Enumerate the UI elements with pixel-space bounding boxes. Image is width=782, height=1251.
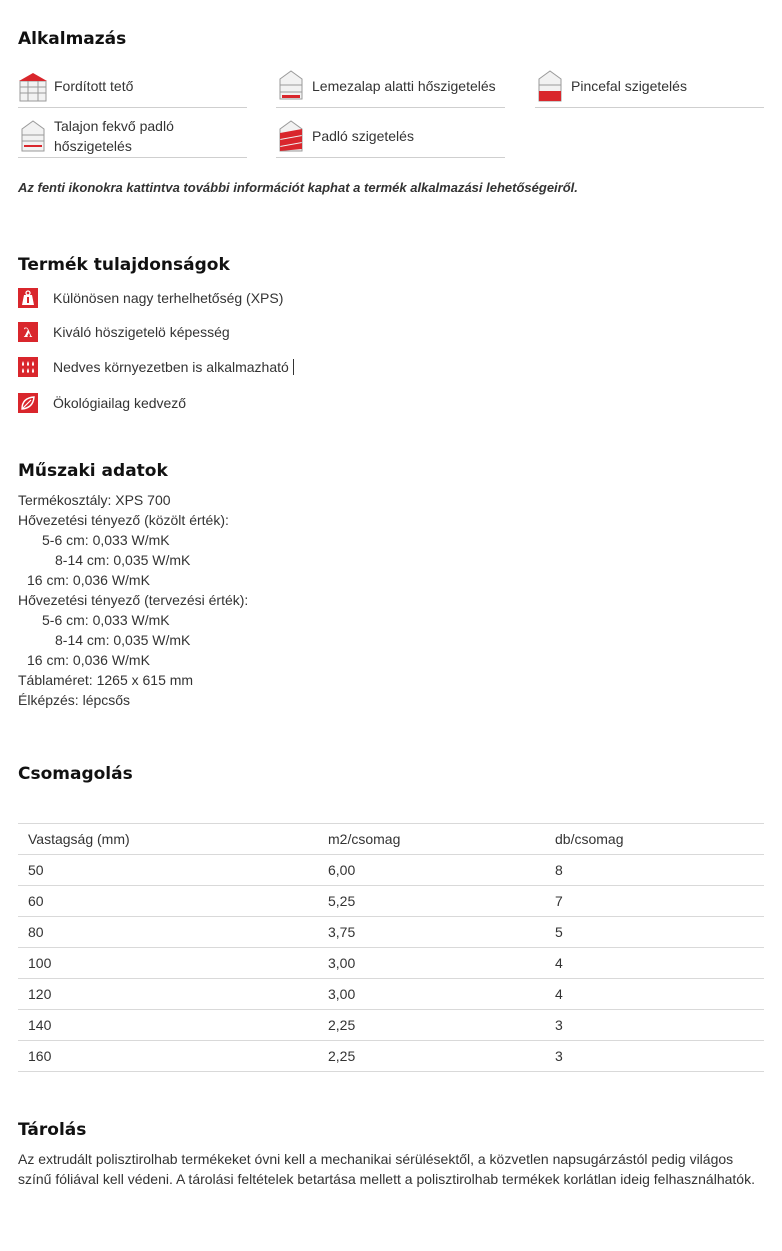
table-row (18, 979, 764, 1010)
application-label: Fordított tető (54, 77, 134, 94)
property-text: Kiváló höszigetelö képesség (53, 324, 230, 340)
application-inverted-roof[interactable] (18, 64, 247, 108)
table-row (18, 1010, 764, 1041)
table-cell: 5,25 (318, 886, 545, 917)
column-header: m2/csomag (318, 824, 545, 855)
properties-heading: Termék tulajdonságok (18, 255, 230, 275)
table-cell: 3 (545, 1041, 764, 1072)
table-row (18, 948, 764, 979)
conductivity-declared-label: Hővezetési tényező (közölt érték): (18, 512, 229, 528)
application-floor-insulation[interactable] (276, 114, 505, 158)
packaging-table (18, 823, 764, 1072)
packaging-heading: Csomagolás (18, 764, 133, 784)
declared-value: 8-14 cm: 0,035 W/mK (55, 552, 191, 568)
table-cell: 6,00 (318, 855, 545, 886)
table-cell: 80 (18, 917, 318, 948)
load-weight-icon (18, 288, 38, 308)
table-cell: 160 (18, 1041, 318, 1072)
application-label: Padló szigetelés (312, 127, 414, 144)
slab-foundation-icon (276, 67, 306, 105)
table-cell: 4 (545, 948, 764, 979)
lambda-icon (18, 322, 38, 342)
table-row (18, 917, 764, 948)
property-text: Különösen nagy terhelhetőség (XPS) (53, 290, 284, 306)
table-cell: 3,00 (318, 948, 545, 979)
table-cell: 2,25 (318, 1041, 545, 1072)
application-heading: Alkalmazás (18, 29, 127, 49)
table-cell: 2,25 (318, 1010, 545, 1041)
table-cell: 140 (18, 1010, 318, 1041)
basement-wall-icon (535, 67, 565, 105)
column-header: Vastagság (mm) (18, 824, 318, 855)
inverted-roof-icon (18, 67, 48, 105)
table-cell: 5 (545, 917, 764, 948)
leaf-icon (18, 393, 38, 413)
declared-value: 16 cm: 0,036 W/mK (27, 572, 150, 588)
application-ground-floor[interactable] (18, 114, 247, 158)
table-cell: 3,75 (318, 917, 545, 948)
technical-data (18, 490, 248, 710)
svg-text:λ: λ (23, 326, 33, 341)
design-value: 5-6 cm: 0,033 W/mK (42, 612, 170, 628)
table-cell: 8 (545, 855, 764, 886)
table-row (18, 1041, 764, 1072)
product-class: Termékosztály: XPS 700 (18, 492, 171, 508)
table-cell: 60 (18, 886, 318, 917)
property-item (18, 286, 283, 310)
table-cell: 7 (545, 886, 764, 917)
application-label: Lemezalap alatti hőszigetelés (312, 77, 496, 94)
application-label: Pincefal szigetelés (571, 77, 687, 94)
design-value: 16 cm: 0,036 W/mK (27, 652, 150, 668)
table-cell: 4 (545, 979, 764, 1010)
application-slab-foundation[interactable] (276, 64, 505, 108)
property-item (18, 320, 230, 344)
edge-profile: Élképzés: lépcsős (18, 692, 131, 708)
table-cell: 3 (545, 1010, 764, 1041)
application-label: Talajon fekvő padló hőszigetelés (54, 117, 174, 154)
table-cell: 50 (18, 855, 318, 886)
table-row (18, 855, 764, 886)
application-note: Az fenti ikonokra kattintva további információt kaphat a termék alkalmazási lehetőségeiről. (18, 180, 578, 195)
text-cursor (293, 359, 294, 375)
ground-floor-icon (18, 117, 48, 155)
board-size: Táblaméret: 1265 x 615 mm (18, 672, 194, 688)
table-cell: 100 (18, 948, 318, 979)
property-item (18, 391, 186, 415)
table-row (18, 886, 764, 917)
application-basement-wall[interactable] (535, 64, 764, 108)
table-cell: 3,00 (318, 979, 545, 1010)
property-text: Nedves környezetben is alkalmazható (53, 359, 289, 375)
column-header: db/csomag (545, 824, 764, 855)
declared-value: 5-6 cm: 0,033 W/mK (42, 532, 170, 548)
technical-heading: Műszaki adatok (18, 461, 168, 481)
design-value: 8-14 cm: 0,035 W/mK (55, 632, 191, 648)
storage-heading: Tárolás (18, 1120, 87, 1140)
storage-text: Az extrudált polisztirolhab termékeket óvni kell a mechanikai sérülésektől, a közvetlen napsugárzástól pedig világos színű fóliával kell védeni. A tárolási feltételek betartása mellett a polisztirolhab termékek korlátlan ideig felhasználhatók. (18, 1151, 755, 1187)
table-cell: 120 (18, 979, 318, 1010)
property-item (18, 355, 294, 379)
table-header-row (18, 824, 764, 855)
property-text: Ökológiailag kedvező (53, 395, 187, 411)
water-drops-icon (18, 357, 38, 377)
floor-insulation-icon (276, 117, 306, 155)
conductivity-design-label: Hővezetési tényező (tervezési érték): (18, 592, 249, 608)
